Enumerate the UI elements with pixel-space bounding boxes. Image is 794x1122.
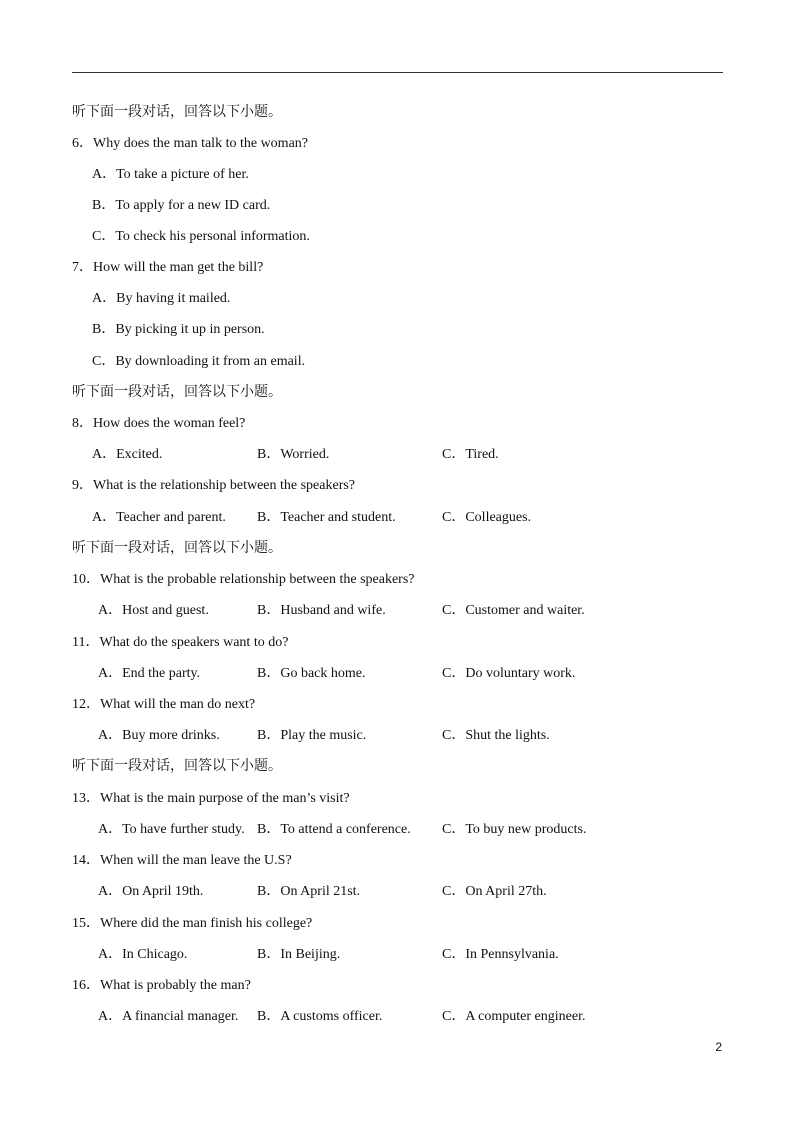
section-instruction: 听下面一段对话，回答以下小题。 xyxy=(72,759,282,774)
option-c: C．To buy new products. xyxy=(442,822,587,837)
question-stem: 13．What is the main purpose of the man’s visit? xyxy=(72,791,350,806)
option-c: C．Do voluntary work. xyxy=(442,666,576,681)
option-a: A．By having it mailed. xyxy=(92,291,231,306)
option-b: B．To apply for a new ID card. xyxy=(92,198,271,213)
section-instruction: 听下面一段对话，回答以下小题。 xyxy=(72,105,282,120)
option-a: A．End the party. xyxy=(98,666,201,681)
section-instruction: 听下面一段对话，回答以下小题。 xyxy=(72,385,282,400)
question-stem: 9．What is the relationship between the speakers? xyxy=(72,478,356,493)
option-b: B．Worried. xyxy=(257,447,330,462)
question-stem: 7．How will the man get the bill? xyxy=(72,260,264,275)
option-b: B．Play the music. xyxy=(257,728,367,743)
option-b: B．To attend a conference. xyxy=(257,822,411,837)
option-b: B．On April 21st. xyxy=(257,884,361,899)
option-b: B．Teacher and student. xyxy=(257,510,396,525)
option-a: A．In Chicago. xyxy=(98,947,188,962)
option-c: C．A computer engineer. xyxy=(442,1009,586,1024)
option-a: A．Buy more drinks. xyxy=(98,728,220,743)
option-b: B．In Beijing. xyxy=(257,947,341,962)
option-a: A．Teacher and parent. xyxy=(92,510,226,525)
option-c: C．Shut the lights. xyxy=(442,728,550,743)
question-stem: 11．What do the speakers want to do? xyxy=(72,635,289,650)
option-c: C．By downloading it from an email. xyxy=(92,354,306,369)
question-stem: 8．How does the woman feel? xyxy=(72,416,246,431)
option-b: B．By picking it up in person. xyxy=(92,322,265,337)
page-number: 2 xyxy=(715,1040,722,1054)
question-stem: 10．What is the probable relationship between the speakers? xyxy=(72,572,415,587)
option-a: A．A financial manager. xyxy=(98,1009,239,1024)
option-c: C．Tired. xyxy=(442,447,499,462)
option-b: B．Husband and wife. xyxy=(257,603,386,618)
option-a: A．On April 19th. xyxy=(98,884,204,899)
option-c: C．In Pennsylvania. xyxy=(442,947,559,962)
question-stem: 14．When will the man leave the U.S? xyxy=(72,853,292,868)
option-c: C．To check his personal information. xyxy=(92,229,310,244)
section-instruction: 听下面一段对话，回答以下小题。 xyxy=(72,541,282,556)
option-a: A．To take a picture of her. xyxy=(92,167,249,182)
option-c: C．On April 27th. xyxy=(442,884,547,899)
option-b: B．Go back home. xyxy=(257,666,366,681)
option-a: A．Host and guest. xyxy=(98,603,209,618)
question-stem: 12．What will the man do next? xyxy=(72,697,256,712)
question-stem: 16．What is probably the man? xyxy=(72,978,251,993)
option-a: A．To have further study. xyxy=(98,822,245,837)
option-c: C．Customer and waiter. xyxy=(442,603,585,618)
option-b: B．A customs officer. xyxy=(257,1009,383,1024)
header-rule xyxy=(72,72,723,73)
option-a: A．Excited. xyxy=(92,447,163,462)
option-c: C．Colleagues. xyxy=(442,510,532,525)
question-stem: 15．Where did the man finish his college? xyxy=(72,916,313,931)
question-stem: 6．Why does the man talk to the woman? xyxy=(72,136,308,151)
